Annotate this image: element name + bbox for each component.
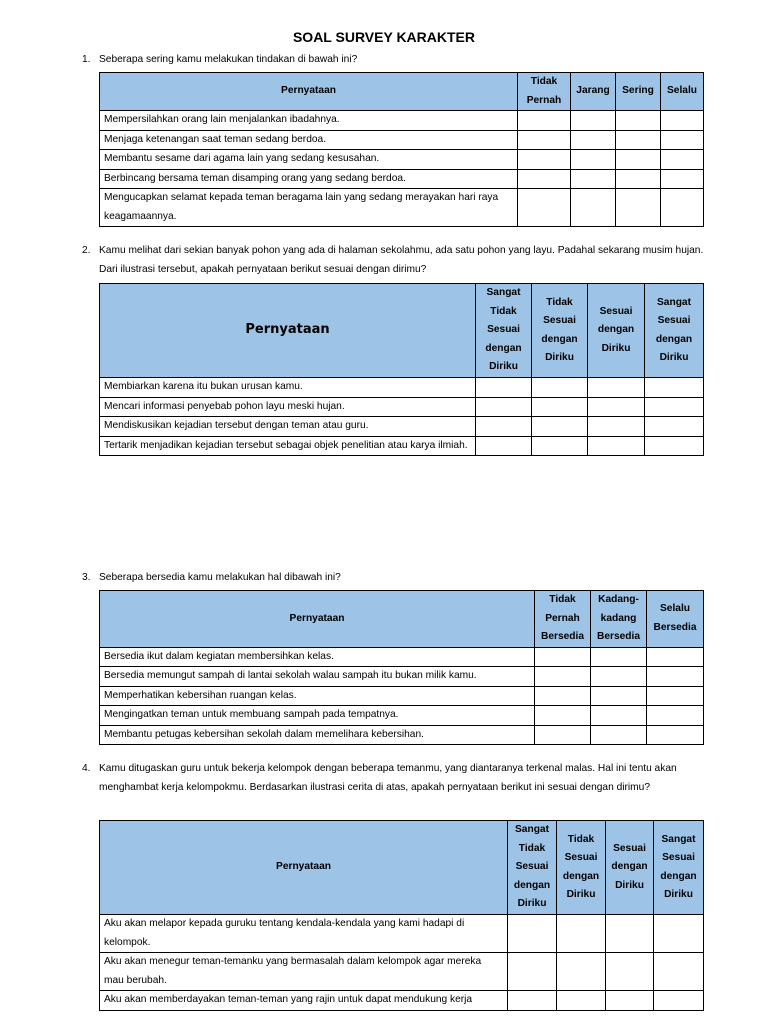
- answer-cell[interactable]: [518, 189, 571, 227]
- answer-cell[interactable]: [557, 991, 606, 1011]
- table-row: [100, 725, 704, 745]
- question-number: 3.: [82, 572, 91, 583]
- answer-cell[interactable]: [535, 667, 591, 687]
- answer-cell[interactable]: [645, 436, 704, 456]
- table-row: [100, 130, 704, 150]
- table-row: [100, 378, 704, 398]
- question-number: 1.: [82, 54, 91, 65]
- answer-cell[interactable]: [588, 378, 645, 398]
- answer-cell[interactable]: [647, 706, 704, 726]
- answer-cell[interactable]: [476, 417, 532, 437]
- answer-cell[interactable]: [508, 953, 557, 991]
- answer-cell[interactable]: [571, 111, 616, 131]
- question-text: Seberapa bersedia kamu melakukan hal dibawah ini?: [99, 572, 341, 583]
- statement-cell: Bersedia ikut dalam kegiatan membersihkan kelas.: [100, 647, 535, 667]
- answer-cell[interactable]: [591, 725, 647, 745]
- answer-cell[interactable]: [571, 169, 616, 189]
- column-header: Tidak Sesuai dengan Diriku: [532, 284, 588, 378]
- answer-cell[interactable]: [645, 378, 704, 398]
- answer-cell[interactable]: [535, 686, 591, 706]
- statement-cell: Membiarkan karena itu bukan urusan kamu.: [100, 378, 476, 398]
- answer-cell[interactable]: [588, 417, 645, 437]
- statement-cell: Mencari informasi penyebab pohon layu meski hujan.: [100, 397, 476, 417]
- answer-cell[interactable]: [518, 150, 571, 170]
- answer-cell[interactable]: [616, 150, 661, 170]
- column-header: Selalu: [661, 73, 704, 111]
- answer-cell[interactable]: [606, 991, 654, 1011]
- table-row: [100, 953, 704, 991]
- statement-cell: Membantu petugas kebersihan sekolah dalam memelihara kebersihan.: [100, 725, 535, 745]
- answer-cell[interactable]: [616, 130, 661, 150]
- statement-header: Pernyataan: [100, 821, 508, 915]
- answer-cell[interactable]: [647, 725, 704, 745]
- answer-cell[interactable]: [647, 667, 704, 687]
- question-3: [82, 569, 712, 588]
- answer-cell[interactable]: [532, 417, 588, 437]
- answer-cell[interactable]: [557, 915, 606, 953]
- answer-cell[interactable]: [661, 169, 704, 189]
- answer-cell[interactable]: [588, 436, 645, 456]
- survey-table-1: [99, 72, 704, 227]
- answer-cell[interactable]: [647, 686, 704, 706]
- answer-cell[interactable]: [571, 189, 616, 227]
- statement-header: Pernyataan: [100, 591, 535, 648]
- answer-cell[interactable]: [532, 436, 588, 456]
- answer-cell[interactable]: [476, 378, 532, 398]
- table-header-row: [100, 73, 704, 111]
- answer-cell[interactable]: [476, 397, 532, 417]
- statement-cell: Mendiskusikan kejadian tersebut dengan teman atau guru.: [100, 417, 476, 437]
- column-header: Sering: [616, 73, 661, 111]
- question-1: [82, 51, 712, 70]
- table-row: [100, 436, 704, 456]
- column-header: Sangat Tidak Sesuai dengan Diriku: [476, 284, 532, 378]
- answer-cell[interactable]: [606, 915, 654, 953]
- column-header: Tidak Pernah Bersedia: [535, 591, 591, 648]
- answer-cell[interactable]: [535, 725, 591, 745]
- column-header: Sangat Tidak Sesuai dengan Diriku: [508, 821, 557, 915]
- table-row: [100, 686, 704, 706]
- statement-cell: Berbincang bersama teman disamping orang yang sedang berdoa.: [100, 169, 518, 189]
- answer-cell[interactable]: [571, 130, 616, 150]
- answer-cell[interactable]: [606, 953, 654, 991]
- question-text: Kamu melihat dari sekian banyak pohon yang ada di halaman sekolahmu, ada satu pohon yang layu. Padahal sekarang musim hujan. Dari ilustrasi tersebut, apakah pernyataan berikut sesuai dengan dirimu?: [99, 245, 704, 275]
- statement-cell: Aku akan melapor kepada guruku tentang kendala-kendala yang kami hadapi di kelompok.: [100, 915, 508, 953]
- answer-cell[interactable]: [616, 111, 661, 131]
- column-header: Sesuai dengan Diriku: [588, 284, 645, 378]
- table-header-row: [100, 591, 704, 648]
- question-text: Kamu ditugaskan guru untuk bekerja kelompok dengan beberapa temanmu, yang diantaranya terkenal malas. Hal ini tentu akan menghambat kerja kelompokmu. Berdasarkan ilustrasi cerita di atas, apakah pernyataan berikut ini sesuai dengan dirimu?: [99, 763, 677, 793]
- question-number: 2.: [82, 245, 91, 256]
- survey-table-2: [99, 283, 704, 456]
- statement-header: Pernyataan: [100, 284, 476, 378]
- table-row: [100, 706, 704, 726]
- column-header: Sangat Sesuai dengan Diriku: [645, 284, 704, 378]
- answer-cell[interactable]: [661, 150, 704, 170]
- statement-cell: Tertarik menjadikan kejadian tersebut sebagai objek penelitian atau karya ilmiah.: [100, 436, 476, 456]
- column-header: Sesuai dengan Diriku: [606, 821, 654, 915]
- table-row: [100, 111, 704, 131]
- statement-cell: Menjaga ketenangan saat teman sedang berdoa.: [100, 130, 518, 150]
- table-row: [100, 647, 704, 667]
- table-row: [100, 991, 704, 1011]
- table-header-row: [100, 821, 704, 915]
- table-row: [100, 150, 704, 170]
- table-header-row: [100, 284, 704, 378]
- table-row: [100, 397, 704, 417]
- statement-header: Pernyataan: [100, 73, 518, 111]
- answer-cell[interactable]: [571, 150, 616, 170]
- answer-cell[interactable]: [476, 436, 532, 456]
- page-title: SOAL SURVEY KARAKTER: [292, 29, 476, 45]
- statement-cell: Bersedia memungut sampah di lantai sekolah walau sampah itu bukan milik kamu.: [100, 667, 535, 687]
- answer-cell[interactable]: [654, 915, 704, 953]
- survey-table-4: [99, 820, 704, 1011]
- answer-cell[interactable]: [518, 130, 571, 150]
- statement-cell: Membantu sesame dari agama lain yang sedang kesusahan.: [100, 150, 518, 170]
- answer-cell[interactable]: [557, 953, 606, 991]
- column-header: Selalu Bersedia: [647, 591, 704, 648]
- statement-cell: Mengucapkan selamat kepada teman beragama lain yang sedang merayakan hari raya keagamaannya.: [100, 189, 518, 227]
- answer-cell[interactable]: [591, 667, 647, 687]
- column-header: Kadang-kadang Bersedia: [591, 591, 647, 648]
- statement-cell: Memperhatikan kebersihan ruangan kelas.: [100, 686, 535, 706]
- answer-cell[interactable]: [535, 647, 591, 667]
- answer-cell[interactable]: [661, 130, 704, 150]
- answer-cell[interactable]: [647, 647, 704, 667]
- survey-table-3: [99, 590, 704, 745]
- column-header: Jarang: [571, 73, 616, 111]
- statement-cell: Aku akan memberdayakan teman-teman yang rajin untuk dapat mendukung kerja: [100, 991, 508, 1011]
- answer-cell[interactable]: [591, 647, 647, 667]
- table-row: [100, 417, 704, 437]
- answer-cell[interactable]: [588, 397, 645, 417]
- table-row: [100, 915, 704, 953]
- statement-cell: Aku akan menegur teman-temanku yang bermasalah dalam kelompok agar mereka mau berubah.: [100, 953, 508, 991]
- table-row: [100, 189, 704, 227]
- answer-cell[interactable]: [591, 706, 647, 726]
- answer-cell[interactable]: [616, 169, 661, 189]
- answer-cell[interactable]: [645, 397, 704, 417]
- answer-cell[interactable]: [508, 915, 557, 953]
- statement-cell: Mengingatkan teman untuk membuang sampah pada tempatnya.: [100, 706, 535, 726]
- column-header: Sangat Sesuai dengan Diriku: [654, 821, 704, 915]
- table-row: [100, 667, 704, 687]
- question-text: Seberapa sering kamu melakukan tindakan di bawah ini?: [99, 54, 358, 65]
- answer-cell[interactable]: [535, 706, 591, 726]
- answer-cell[interactable]: [508, 991, 557, 1011]
- question-2: [82, 242, 712, 279]
- answer-cell[interactable]: [661, 189, 704, 227]
- answer-cell[interactable]: [661, 111, 704, 131]
- answer-cell[interactable]: [532, 378, 588, 398]
- column-header: Tidak Pernah: [518, 73, 571, 111]
- table-row: [100, 169, 704, 189]
- question-number: 4.: [82, 763, 91, 774]
- column-header: Tidak Sesuai dengan Diriku: [557, 821, 606, 915]
- answer-cell[interactable]: [654, 991, 704, 1011]
- answer-cell[interactable]: [616, 189, 661, 227]
- question-4: [82, 760, 712, 797]
- answer-cell[interactable]: [645, 417, 704, 437]
- answer-cell[interactable]: [591, 686, 647, 706]
- answer-cell[interactable]: [532, 397, 588, 417]
- answer-cell[interactable]: [518, 111, 571, 131]
- statement-cell: Mempersilahkan orang lain menjalankan ibadahnya.: [100, 111, 518, 131]
- answer-cell[interactable]: [654, 953, 704, 991]
- answer-cell[interactable]: [518, 169, 571, 189]
